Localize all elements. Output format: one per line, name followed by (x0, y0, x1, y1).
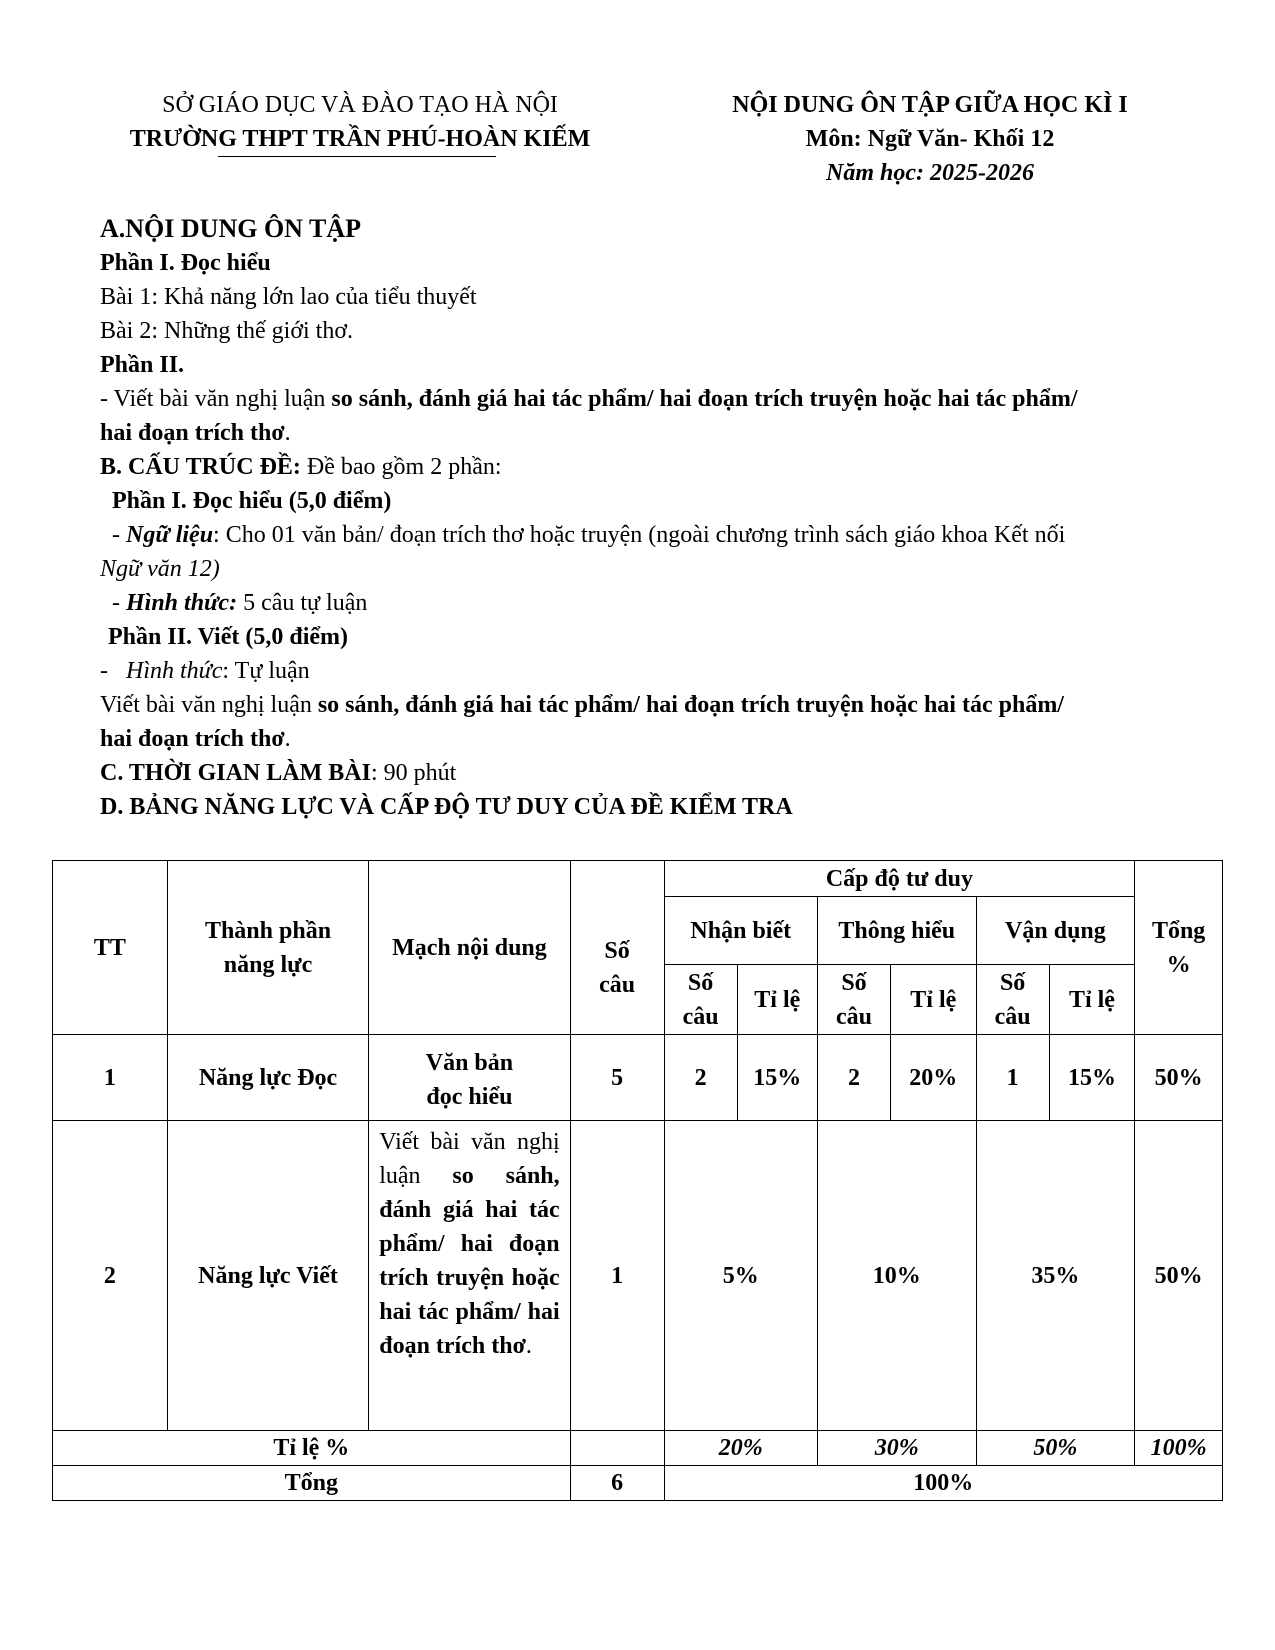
section-b-heading-line (100, 450, 1190, 484)
ratio-nb: 20% (664, 1431, 817, 1466)
form-line (100, 586, 1190, 620)
header-apply: Vận dụng (976, 897, 1135, 965)
form2-label: Hình thức (126, 658, 223, 684)
row2-count: 1 (570, 1121, 664, 1431)
row2-vd: 35% (976, 1121, 1135, 1431)
section-a-heading: A.NỘI DUNG ÔN TẬP (100, 214, 361, 243)
header-underline (218, 156, 496, 157)
header-content: Mạch nội dung (369, 861, 570, 1035)
row1-content: Văn bản đọc hiểu (369, 1035, 570, 1121)
dash: - (112, 590, 126, 616)
total-percent: 100% (664, 1466, 1222, 1501)
material-line (100, 518, 1190, 552)
lesson-2: Bài 2: Những thế giới thơ. (100, 318, 354, 344)
row2-component: Năng lực Viết (167, 1121, 368, 1431)
header-levels: Cấp độ tư duy (664, 861, 1135, 897)
material-text: : Cho 01 văn bản/ đoạn trích thơ hoặc truyện (ngoài chương trình sách giáo khoa Kết nối (213, 522, 1066, 548)
section-c-heading: C. THỜI GIAN LÀM BÀI (100, 760, 371, 786)
section-a-part1-heading: Phần I. Đọc hiểu (100, 250, 271, 276)
form2-text: : Tự luận (222, 658, 310, 684)
section-c-line (100, 756, 1190, 790)
form2-line (100, 654, 1190, 688)
sub-count-nb: Số câu (664, 965, 737, 1035)
row1-th-count: 2 (817, 1035, 890, 1121)
sub-count-th: Số câu (817, 965, 890, 1035)
header-left (80, 88, 640, 157)
header-right (680, 88, 1180, 190)
dash: - (100, 658, 126, 684)
form-label: Hình thức: (126, 590, 238, 616)
row1-nb-ratio: 15% (737, 1035, 817, 1121)
document-body (100, 212, 1190, 824)
competency-table (52, 860, 1223, 1501)
ratio-vd: 50% (976, 1431, 1135, 1466)
header-recognize: Nhận biết (664, 897, 817, 965)
section-b-heading-rest: Đề bao gồm 2 phần: (300, 454, 502, 480)
row1-vd-count: 1 (976, 1035, 1049, 1121)
row2-content-bold: so sánh, đánh giá hai tác phẩm/ hai đoạn trích truyện hoặc hai tác phẩm/ hai đoạn trích thơ (379, 1163, 560, 1359)
row1-nb-count: 2 (664, 1035, 737, 1121)
row2-tt: 2 (53, 1121, 168, 1431)
ratio-label: Tỉ lệ % (53, 1431, 571, 1466)
essay-suffix: . (284, 726, 291, 752)
form-text: 5 câu tự luận (237, 590, 368, 616)
total-count: 6 (570, 1466, 664, 1501)
section-d-heading: D. BẢNG NĂNG LỰC VÀ CẤP ĐỘ TƯ DUY CỦA ĐỀ KIỂM TRA (100, 794, 793, 820)
ratio-count-empty (570, 1431, 664, 1466)
total-row (53, 1466, 1223, 1501)
table-row (53, 1035, 1223, 1121)
school-name: TRƯỜNG THPT TRẦN PHÚ-HOÀN KIẾM (129, 126, 591, 152)
row2-total: 50% (1135, 1121, 1223, 1431)
row1-component: Năng lực Đọc (167, 1035, 368, 1121)
sub-ratio-th: Tỉ lệ (891, 965, 977, 1035)
part2-prefix: - Viết bài văn nghị luận (100, 386, 332, 412)
row2-nb: 5% (664, 1121, 817, 1431)
row2-content-plain: Viết bài văn nghị luận (379, 1129, 560, 1189)
section-a-part2-text-cont (100, 416, 1190, 450)
header-total: Tổng % (1135, 861, 1223, 1035)
section-b-heading: B. CẤU TRÚC ĐỀ: (100, 454, 301, 480)
ratio-row (53, 1431, 1223, 1466)
ratio-total: 100% (1135, 1431, 1223, 1466)
row2-content (369, 1121, 570, 1431)
lesson-1: Bài 1: Khả năng lớn lao của tiểu thuyết (100, 284, 477, 310)
material-label: Ngữ liệu (126, 522, 214, 548)
essay-line-cont (100, 722, 1190, 756)
department-name: SỞ GIÁO DỤC VÀ ĐÀO TẠO HÀ NỘI (162, 92, 558, 118)
part2-bold-line2: hai đoạn trích thơ (100, 420, 285, 446)
section-a-part2-text (100, 382, 1190, 416)
part2-bold-line1: so sánh, đánh giá hai tác phẩm/ hai đoạn trích truyện hoặc hai tác phẩm/ (331, 386, 1078, 412)
sub-ratio-nb: Tỉ lệ (737, 965, 817, 1035)
total-label: Tổng (53, 1466, 571, 1501)
table-header-row-1 (53, 861, 1223, 897)
header-tt: TT (53, 861, 168, 1035)
row1-th-ratio: 20% (891, 1035, 977, 1121)
school-year: Năm học: 2025-2026 (826, 160, 1034, 186)
document-title: NỘI DUNG ÔN TẬP GIỮA HỌC KÌ I (732, 92, 1128, 118)
row1-tt: 1 (53, 1035, 168, 1121)
material-book: Ngữ văn 12) (100, 556, 220, 582)
essay-bold-line1: so sánh, đánh giá hai tác phẩm/ hai đoạn trích truyện hoặc hai tác phẩm/ (317, 692, 1064, 718)
row1-count: 5 (570, 1035, 664, 1121)
section-c-text: : 90 phút (370, 760, 457, 786)
dash: - (112, 522, 126, 548)
sub-ratio-vd: Tỉ lệ (1049, 965, 1135, 1035)
section-a-part2-heading: Phần II. (100, 352, 185, 378)
table-row (53, 1121, 1223, 1431)
essay-bold-line2: hai đoạn trích thơ (100, 726, 285, 752)
row2-th: 10% (817, 1121, 976, 1431)
section-b-part1-heading: Phần I. Đọc hiểu (5,0 điểm) (112, 488, 392, 514)
header-understand: Thông hiểu (817, 897, 976, 965)
header-component: Thành phần năng lực (167, 861, 368, 1035)
row1-total: 50% (1135, 1035, 1223, 1121)
header-count: Số câu (570, 861, 664, 1035)
row1-vd-ratio: 15% (1049, 1035, 1135, 1121)
part2-suffix: . (284, 420, 291, 446)
sub-count-vd: Số câu (976, 965, 1049, 1035)
row2-content-end: . (525, 1333, 532, 1359)
ratio-th: 30% (817, 1431, 976, 1466)
subject-line: Môn: Ngữ Văn- Khối 12 (805, 126, 1055, 152)
essay-prefix: Viết bài văn nghị luận (100, 692, 318, 718)
essay-line (100, 688, 1190, 722)
section-b-part2-heading: Phần II. Viết (5,0 điểm) (108, 624, 348, 650)
